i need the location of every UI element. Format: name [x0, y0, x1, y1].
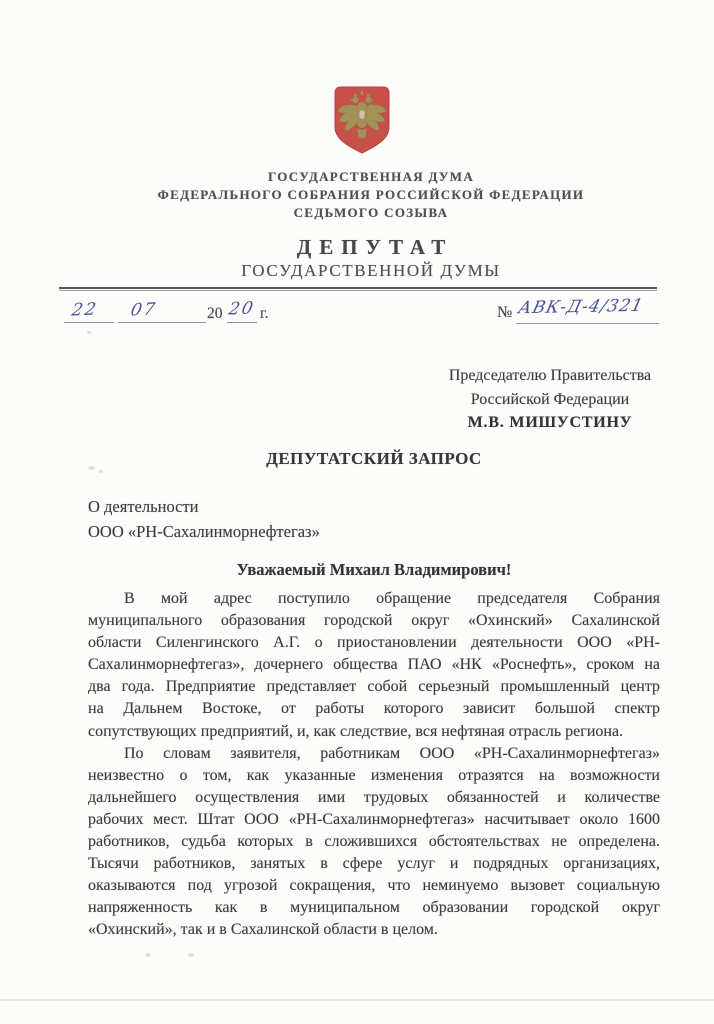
- number-underline: [516, 323, 659, 324]
- org-name-line2: ФЕДЕРАЛЬНОГО СОБРАНИЯ РОССИЙСКОЙ ФЕДЕРАЦИИ: [157, 187, 585, 202]
- addressee-line2: Российской Федерации: [470, 390, 630, 408]
- scan-speck: [188, 953, 194, 957]
- handwritten-month: 07: [129, 299, 159, 321]
- salutation: Уважаемый Михаил Владимирович!: [236, 560, 512, 579]
- body-line: напряженность как в муниципальном образовании городской округ: [88, 899, 660, 917]
- body-line: По словам заявителя, работникам ООО «РН-Сахалинморнефтегаз»: [124, 744, 660, 762]
- letter-body: [88, 588, 660, 942]
- russia-coat-of-arms-icon: [331, 84, 393, 157]
- body-line: оказываются под угрозой сокращения, что неминуемо вызовет социальную: [88, 877, 660, 895]
- org-name-line3: СЕДЬМОГО СОЗЫВА: [293, 205, 449, 220]
- body-line: рабочих мест. Штат ООО «РН-Сахалинморнефтегаз» насчитывает около 1600: [88, 810, 660, 828]
- body-line: Тысячи работников, занятых в сфере услуг и подрядных организациях,: [88, 855, 660, 873]
- letterhead-divider-rule: [59, 287, 657, 291]
- body-line: В мой адрес поступило обращение председателя Собрания: [124, 590, 660, 607]
- day-underline: [64, 322, 114, 323]
- scan-speck: [88, 466, 95, 470]
- body-line: дальнейшего осуществления ими трудовых обязанностей и количестве: [88, 788, 660, 806]
- scan-speck: [87, 331, 91, 334]
- letterhead: [28, 168, 714, 281]
- subject-block: [88, 495, 320, 544]
- handwritten-day: 22: [70, 299, 100, 321]
- year-underline: [227, 322, 257, 323]
- addressee-line1: Председателю Правительства: [448, 367, 652, 384]
- number-sign: №: [497, 304, 513, 321]
- body-line: работников, судьба которых в сложившихся обстоятельствах не определена.: [88, 833, 660, 851]
- body-line: области Силенгинского А.Г. о приостановлении деятельности ООО «РН-: [88, 634, 660, 652]
- org-name-line1: ГОСУДАРСТВЕННАЯ ДУМА: [267, 169, 475, 184]
- handwritten-document-number: АВК-Д-4/321: [516, 295, 646, 319]
- document-title: ДЕПУТАТСКИЙ ЗАПРОС: [266, 449, 482, 468]
- deputy-subtitle: ГОСУДАРСТВЕННОЙ ДУМЫ: [241, 261, 501, 280]
- scanner-edge-band: [0, 999, 714, 1001]
- body-line: два года. Предприятие представляет собой серьезный промышленный центр: [88, 678, 660, 696]
- addressee-name: М.В. МИШУСТИНУ: [467, 414, 633, 431]
- addressee-block: [436, 364, 664, 435]
- body-line: муниципального образования городской округ «Охинский» Сахалинской: [88, 612, 660, 630]
- scan-speck: [145, 953, 151, 957]
- year-prefix-printed: 20: [207, 305, 223, 322]
- subject-line1: О деятельности: [88, 497, 199, 516]
- body-line: на Дальнем Востоке, от работы которого зависит большой спектр: [88, 700, 660, 718]
- handwritten-year: 20: [227, 298, 257, 320]
- body-line: сопутствующих предприятий, и, как следствие, вся нефтяная отрасль региона.: [88, 722, 624, 740]
- scan-speck: [99, 470, 103, 473]
- body-line: неизвестно о том, как указанные изменения отразятся на возможности: [88, 766, 660, 784]
- deputy-title: ДЕПУТАТ: [296, 235, 454, 259]
- body-line: «Охинский», так и в Сахалинской области в целом.: [88, 921, 438, 939]
- month-underline: [118, 322, 206, 323]
- year-suffix-label: г.: [260, 305, 269, 322]
- body-line: Сахалинморнефтегаз», дочернего общества ПАО «НК «Роснефть», сроком на: [88, 656, 660, 674]
- subject-line2: ООО «РН-Сахалинморнефтегаз»: [88, 521, 320, 541]
